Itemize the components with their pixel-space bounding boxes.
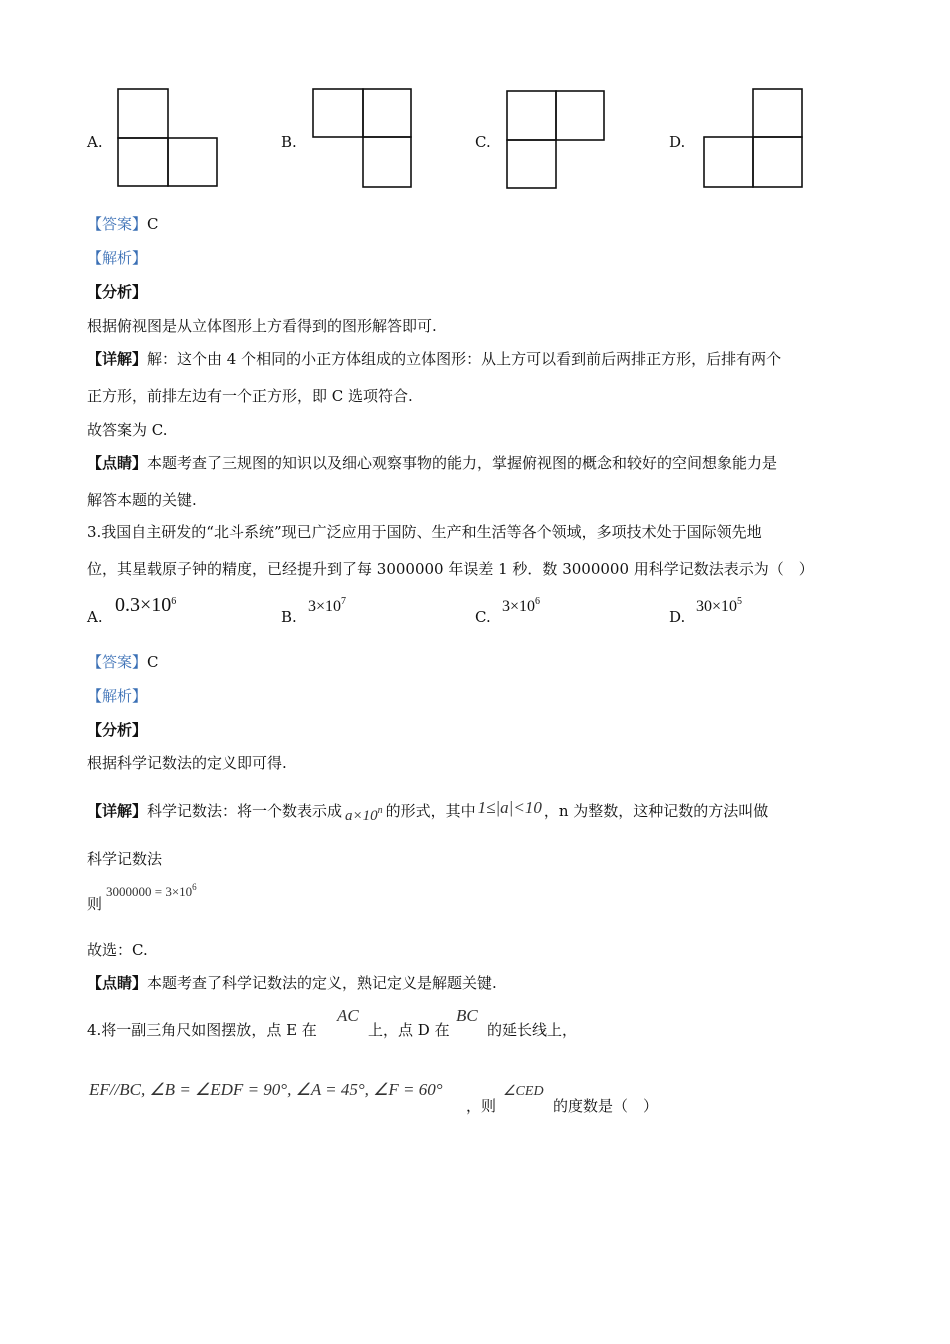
dianjing-tag: 【点睛】 (87, 454, 148, 472)
q4-stem-text-5: 的度数是（ ） (553, 1097, 659, 1115)
dianjing-text: 本题考查了科学记数法的定义，熟记定义是解题关键. (147, 974, 497, 992)
q3-option-a-math (115, 594, 176, 617)
q2-dianjing-line1 (87, 453, 777, 473)
q2-option-d-figure (0, 0, 950, 200)
q3-option-a-label: A. (87, 608, 103, 626)
xiangjie-text-3: ，n 为整数，这种记数的方法叫做 (543, 802, 769, 820)
q2-fenxi-tag: 【分析】 (87, 283, 148, 301)
q3-fenxi-tag: 【分析】 (87, 721, 148, 739)
q3-ze-label: 则 (87, 895, 103, 913)
q3-option-d-math (696, 596, 742, 616)
answer-tag: 【答案】 (87, 215, 148, 233)
q3-stem-line2: 位，其星载原子钟的精度，已经提升到了每 3000000 年误差 1 秒．数 3000000 用科学记数法表示为（ ） (87, 560, 814, 578)
xiangjie-math-a10n-base: a×10 (345, 808, 378, 824)
q3-fenxi-text: 根据科学记数法的定义即可得. (87, 754, 287, 772)
q2-fenxi-text: 根据俯视图是从立体图形上方看得到的图形解答即可. (87, 317, 437, 335)
q2-answer-line (87, 214, 159, 234)
q3-dianjing-line (87, 973, 497, 993)
xiangjie-tag: 【详解】 (87, 350, 148, 368)
q2-conclusion: 故答案为 C. (87, 421, 168, 439)
q4-stem-text-2: 上，点 D 在 (368, 1021, 450, 1039)
q2-analysis-tag: 【解析】 (87, 249, 148, 267)
q4-math-ac: AC (337, 1006, 359, 1025)
q3-ze-math-exp: 6 (192, 882, 197, 892)
q3-stem-line1: 3.我国自主研发的“北斗系统”现已广泛应用于国防、生产和生活等各个领域，多项技术处于国际领先地 (87, 523, 762, 541)
dianjing-tag: 【点睛】 (87, 974, 148, 992)
q3-option-b-base: 3×10 (308, 598, 342, 615)
q2-dianjing-line2: 解答本题的关键. (87, 491, 197, 509)
q4-math-angle-ced: ∠CED (503, 1084, 544, 1099)
q3-option-c-exp: 6 (535, 596, 541, 607)
q2-option-a-label: A. (87, 133, 103, 151)
q2-xiangjie-line1 (87, 349, 781, 369)
q3-conclusion: 故选：C. (87, 941, 148, 959)
q3-analysis-tag: 【解析】 (87, 687, 148, 705)
q4-math-bc: BC (456, 1006, 478, 1025)
answer-tag: 【答案】 (87, 653, 148, 671)
q4-conditions-math: EF//BC, ∠B = ∠EDF = 90°, ∠A = 45°, ∠F = 60° (89, 1080, 443, 1099)
q2-option-d-label: D. (669, 133, 686, 151)
q3-answer-line (87, 652, 159, 672)
xiangjie-text-1: 科学记数法：将一个数表示成 (147, 802, 343, 820)
xiangjie-math-a10n (345, 805, 383, 824)
answer-value: C (147, 653, 159, 671)
xiangjie-tag: 【详解】 (87, 802, 148, 820)
dianjing-text: 本题考查了三规图的知识以及细心观察事物的能力，掌握俯视图的概念和较好的空间想象能力是 (147, 454, 778, 472)
answer-value: C (147, 215, 159, 233)
q3-option-c-base: 3×10 (502, 598, 536, 615)
q3-option-d-base: 30×10 (696, 598, 738, 615)
q3-xiangjie-line2: 科学记数法 (87, 850, 163, 868)
q3-option-b-math (308, 596, 346, 616)
q3-option-c-math (502, 596, 540, 616)
q3-option-b-exp: 7 (341, 596, 347, 607)
q3-ze-math-base: 3000000 = 3×10 (106, 884, 193, 899)
q3-xiangjie-line1 (87, 798, 768, 826)
q3-ze-math (106, 882, 197, 900)
q3-option-b-label: B. (281, 608, 297, 626)
xiangjie-math-range: 1≤|a|<10 (477, 798, 542, 817)
q2-xiangjie-line2: 正方形，前排左边有一个正方形，即 C 选项符合. (87, 387, 413, 405)
q3-option-a-base: 0.3×10 (115, 594, 172, 616)
q4-stem-text-4: ，则 (466, 1097, 497, 1115)
q4-stem-text-3: 的延长线上， (487, 1021, 578, 1039)
q2-option-b-label: B. (281, 133, 297, 151)
q3-option-d-exp: 5 (737, 596, 743, 607)
xiangjie-text-2: 的形式，其中 (385, 802, 476, 820)
q3-option-c-label: C. (475, 608, 491, 626)
xiangjie-text: 解：这个由 4 个相同的小正方体组成的立体图形：从上方可以看到前后两排正方形，后排有两个 (147, 350, 782, 368)
q2-option-c-label: C. (475, 133, 491, 151)
xiangjie-math-a10n-exp: n (377, 805, 383, 816)
q3-option-d-label: D. (669, 608, 686, 626)
q4-stem-text-1: 4.将一副三角尺如图摆放，点 E 在 (87, 1021, 317, 1039)
q3-option-a-exp: 6 (171, 596, 177, 607)
